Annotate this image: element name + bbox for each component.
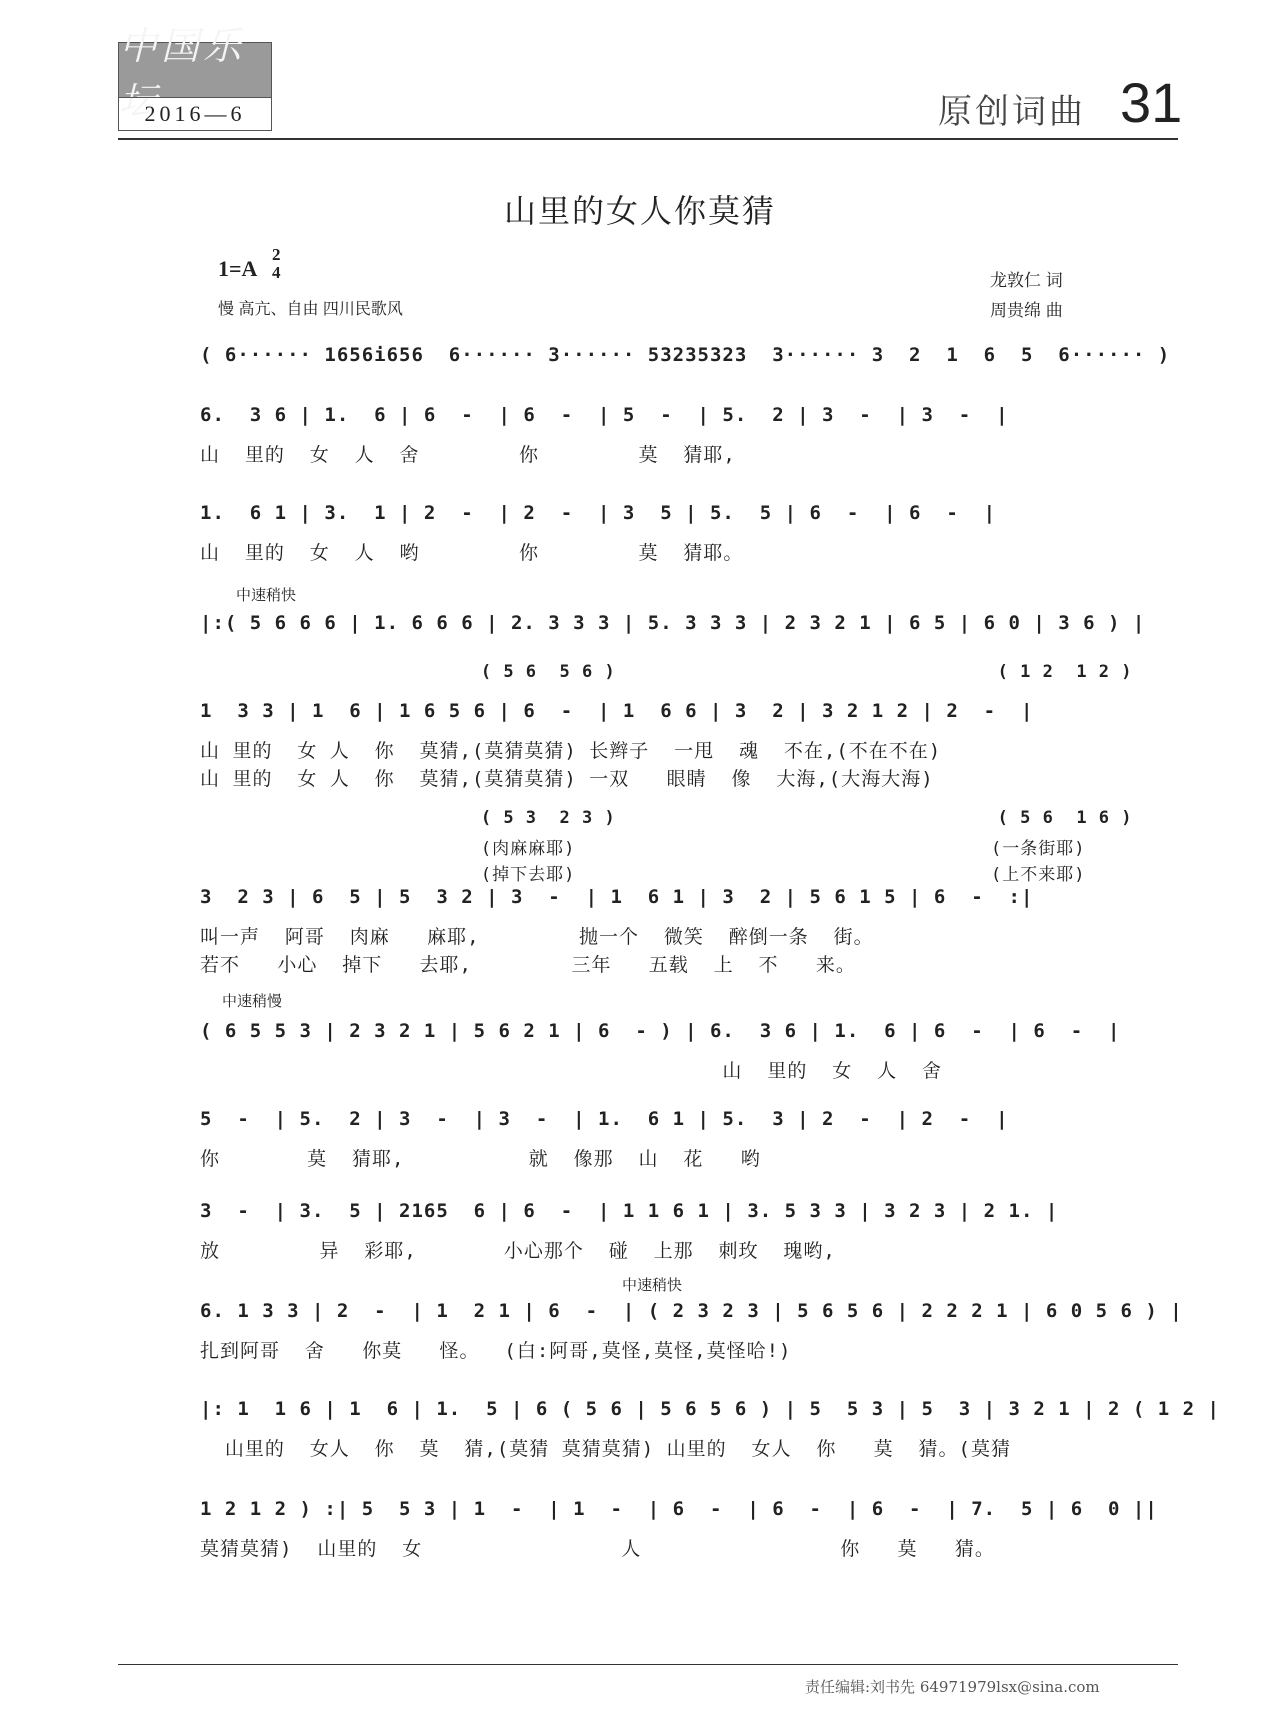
notation-row-8: 5 - | 5. 2 | 3 - | 3 - | 1. 6 1 | 5. 3 | 2 - | 2 - | <box>200 1108 1009 1130</box>
above-row-6b: (肉麻麻耶) (一条街耶) <box>200 839 1086 859</box>
lyric-row-10: 扎到阿哥 舍 你莫 怪。 (白:阿哥,莫怪,莫怪,莫怪哈!) <box>200 1340 792 1362</box>
tempo-mark-3: 中速稍快 <box>622 1277 683 1294</box>
composer: 周贵绵 曲 <box>990 301 1063 320</box>
lyric-row-6b: 若不 小心 掉下 去耶, 三年 五载 上 不 来。 <box>200 954 856 976</box>
notation-row-6: 3 2 3 | 6 5 | 5 3 2 | 3 - | 1 6 1 | 3 2 | 5 6 1 5 | 6 - :| <box>200 886 1034 908</box>
section-label: 原创词曲 <box>938 92 1086 132</box>
lyric-row-7: 山 里的 女 人 舍 <box>200 1060 942 1082</box>
notation-row-9: 3 - | 3. 5 | 2165 6 | 6 - | 1 1 6 1 | 3. 5 3 3 | 3 2 3 | 2 1. | <box>200 1200 1059 1222</box>
tempo-mark-2: 中速稍慢 <box>222 993 283 1010</box>
issue-label: 2016—6 <box>118 97 272 131</box>
notation-row-4: |:( 5 6 6 6 | 1. 6 6 6 | 2. 3 3 3 | 5. 3 3 3 | 2 3 2 1 | 6 5 | 6 0 | 3 6 ) | <box>200 612 1146 634</box>
above-row-6c: (掉下去耶) (上不来耶) <box>200 865 1086 885</box>
time-signature-top: 2 <box>272 245 281 264</box>
magazine-logo-text: 中国乐坛 <box>119 24 246 123</box>
lyric-row-9: 放 异 彩耶, 小心那个 碰 上那 刺玫 瑰哟, <box>200 1240 836 1262</box>
lyric-row-5a: 山 里的 女 人 你 莫猜,(莫猜莫猜) 长辫子 一甩 魂 不在,(不在不在) <box>200 740 942 762</box>
page-number: 31 <box>1120 71 1183 134</box>
tempo-expression: 慢 高亢、自由 四川民歌风 <box>218 301 403 318</box>
lyric-row-8: 你 莫 猜耶, 就 像那 山 花 哟 <box>200 1148 761 1170</box>
footer-rule <box>118 1664 1178 1665</box>
notation-row-1: ( 6······ 1656i656 6······ 3······ 53235323 3······ 3 2 1 6 5 6······ ) <box>200 344 1171 366</box>
credits <box>990 266 1063 326</box>
header-rule <box>118 138 1178 140</box>
lyric-row-12: 莫猜莫猜) 山里的 女 人 你 莫 猜。 <box>200 1538 995 1560</box>
notation-row-10: 6. 1 3 3 | 2 - | 1 2 1 | 6 - | ( 2 3 2 3 | 5 6 5 6 | 2 2 2 1 | 6 0 5 6 ) | <box>200 1300 1183 1322</box>
notation-row-3: 1. 6 1 | 3. 1 | 2 - | 2 - | 3 5 | 5. 5 | 6 - | 6 - | <box>200 502 997 524</box>
lyric-row-2: 山 里的 女 人 舍 你 莫 猜耶, <box>200 444 736 466</box>
notation-row-7: ( 6 5 5 3 | 2 3 2 1 | 5 6 2 1 | 6 - ) | 6. 3 6 | 1. 6 | 6 - | 6 - | <box>200 1020 1121 1042</box>
notation-row-12: 1 2 1 2 ) :| 5 5 3 | 1 - | 1 - | 6 - | 6 - | 6 - | 7. 5 | 6 0 || <box>200 1498 1158 1520</box>
lyricist: 龙敦仁 词 <box>990 271 1063 290</box>
time-signature <box>272 246 281 282</box>
notation-row-2: 6. 3 6 | 1. 6 | 6 - | 6 - | 5 - | 5. 2 | 3 - | 3 - | <box>200 404 1009 426</box>
key-signature: 1=A <box>218 256 258 281</box>
lyric-row-11: 山里的 女人 你 莫 猜,(莫猜 莫猜莫猜) 山里的 女人 你 莫 猜。(莫猜 <box>200 1438 1011 1460</box>
time-signature-bottom: 4 <box>272 263 281 282</box>
lyric-row-6a: 叫一声 阿哥 肉麻 麻耶, 抛一个 微笑 醉倒一条 街。 <box>200 926 874 948</box>
above-row-6a: ( 5 3 2 3 ) ( 5 6 1 6 ) <box>200 808 1133 828</box>
song-title: 山里的女人你莫猜 <box>503 192 776 230</box>
notation-row-5: 1 3 3 | 1 6 | 1 6 5 6 | 6 - | 1 6 6 | 3 2 | 3 2 1 2 | 2 - | <box>200 700 1034 722</box>
lyric-row-5b: 山 里的 女 人 你 莫猜,(莫猜莫猜) 一双 眼睛 像 大海,(大海大海) <box>200 768 934 790</box>
editor-credit: 责任编辑:刘书先 64971979lsx@sina.com <box>805 1678 1100 1696</box>
notation-row-11: |: 1 1 6 | 1 6 | 1. 5 | 6 ( 5 6 | 5 6 5 6 ) | 5 5 3 | 5 3 | 3 2 1 | 2 ( 1 2 | <box>200 1398 1220 1420</box>
lyric-row-3: 山 里的 女 人 哟 你 莫 猜耶。 <box>200 542 744 564</box>
tempo-mark-1: 中速稍快 <box>236 587 297 604</box>
above-row-5: ( 5 6 5 6 ) ( 1 2 1 2 ) <box>200 662 1133 682</box>
